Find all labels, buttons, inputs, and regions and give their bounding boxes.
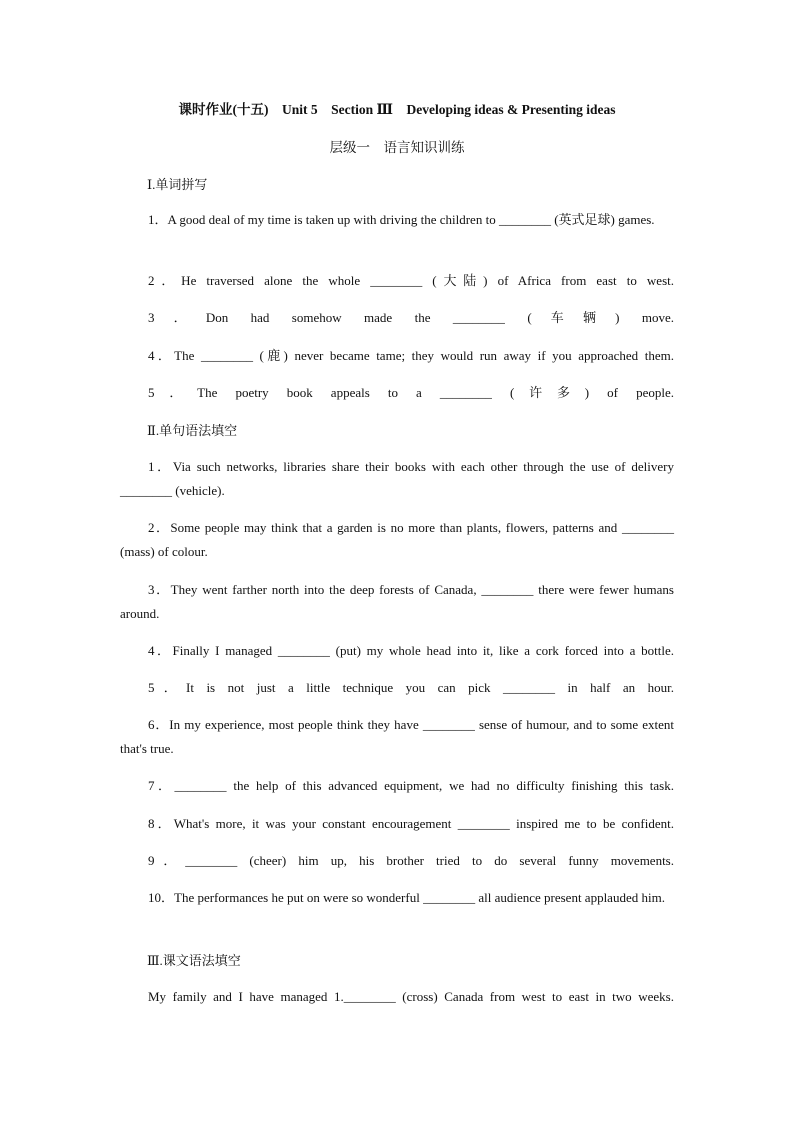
question-item: 2．He traversed alone the whole ________ (大陆) of Africa from east to west.	[148, 273, 674, 288]
question-item: 1．A good deal of my time is taken up with driving the children to ________ (英式足球) games.	[148, 212, 655, 227]
question-item: 6．In my experience, most people think they have ________ sense of humour, and to some extent that's true.	[120, 717, 674, 756]
question-item: 9．________ (cheer) him up, his brother tried to do several funny movements.	[148, 853, 674, 868]
section-heading-grammar: Ⅱ.单句语法填空	[147, 423, 238, 438]
section-heading-text-grammar: Ⅲ.课文语法填空	[147, 953, 241, 968]
section-heading-spelling: Ⅰ.单词拼写	[147, 177, 208, 192]
question-item: 4．The ________ (鹿) never became tame; they would run away if you approached them.	[148, 348, 674, 363]
question-item: 5．It is not just a little technique you can pick ________ in half an hour.	[148, 680, 674, 695]
question-item: 3．Don had somehow made the ________ (车辆) move.	[148, 310, 674, 325]
level-heading: 层级一 语言知识训练	[329, 140, 465, 155]
passage-line: My family and I have managed 1.________ (cross) Canada from west to east in two weeks.	[148, 989, 674, 1004]
question-item: 4．Finally I managed ________ (put) my whole head into it, like a cork forced into a bottle.	[148, 643, 674, 658]
page-title: 课时作业(十五) Unit 5 Section Ⅲ Developing ideas & Presenting ideas	[178, 102, 616, 117]
question-item: 1．Via such networks, libraries share their books with each other through the use of delivery ________ (vehicle).	[120, 459, 674, 498]
question-item: 10．The performances he put on were so wonderful ________ all audience present applauded him.	[148, 890, 665, 905]
question-item: 5．The poetry book appeals to a ________ (许多) of people.	[148, 385, 674, 400]
question-item: 8．What's more, it was your constant encouragement ________ inspired me to be confident.	[148, 816, 674, 831]
question-item: 2．Some people may think that a garden is no more than plants, flowers, patterns and ________ (mass) of colour.	[120, 520, 674, 559]
question-item: 7．________ the help of this advanced equipment, we had no difficulty finishing this task.	[148, 778, 674, 793]
question-item: 3．They went farther north into the deep forests of Canada, ________ there were fewer humans around.	[120, 582, 674, 621]
